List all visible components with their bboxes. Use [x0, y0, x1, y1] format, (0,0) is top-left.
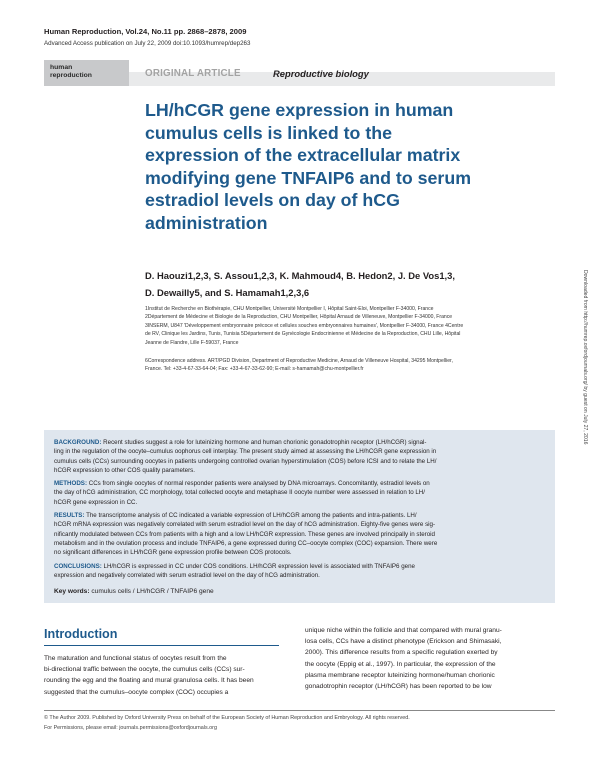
abstract-background	[54, 438, 547, 475]
body-line: plasma membrane receptor luteinizing hormone/human chorionic	[305, 671, 495, 679]
correspondence	[145, 357, 565, 374]
article-subtype: Reproductive biology	[273, 68, 369, 79]
author-line: D. Dewailly5, and S. Hamamah1,2,3,6	[145, 287, 310, 298]
conclusions-label: CONCLUSIONS:	[54, 562, 102, 570]
results-label: RESULTS:	[54, 512, 85, 520]
abstract-line: nificantly modulated between CCs from patients with a high and a low LH/hCGR expression. These genes are involved principally in steroid	[54, 530, 435, 538]
paper-title	[145, 99, 565, 234]
abstract-results	[54, 511, 547, 557]
abstract-conclusions	[54, 562, 547, 581]
body-line: the oocyte (Eppig et al., 1997). In particular, the expression of the	[305, 660, 496, 668]
copyright-footer	[44, 713, 410, 733]
footer-line: For Permissions, please email: journals.permissions@oxfordjournals.org	[44, 725, 217, 731]
logo-line-1: human	[50, 64, 73, 71]
keywords-text: cumulus cells / LH/hCGR / TNFAIP6 gene	[89, 588, 214, 595]
abstract-line: ling in the regulation of the oocyte–cumulus oophorus cell interplay. The present study aimed at assessing the LH/hCGR gene expression in	[54, 448, 437, 456]
article-type: ORIGINAL ARTICLE	[145, 68, 241, 79]
methods-label: METHODS:	[54, 480, 87, 488]
abstract-line: cumulus cells (CCs) surrounding oocytes in patients undergoing controlled ovarian hyperstimulation (COS) before ICSI and to relate the LH/	[54, 457, 437, 465]
keywords	[54, 588, 214, 595]
title-line: LH/hCGR gene expression in human	[145, 100, 454, 120]
author-list	[145, 267, 565, 301]
abstract-line: metabolism and in the ovulation process and include TNFAIP6, a gene expressed during CC–oocyte complex (COC) expansion. There were	[54, 539, 438, 547]
title-line: modifying gene TNFAIP6 and to serum	[145, 167, 472, 188]
body-line: gonadotrophin receptor (LH/hCGR) has been reported to be low	[305, 683, 492, 691]
abstract-line: no significant differences in LH/hCGR gene expression profile between COS protocols.	[54, 549, 292, 557]
section-heading-introduction: Introduction	[44, 627, 118, 641]
body-line: losa cells, CCs have a distinct phenotype (Erickson and Shimasaki,	[305, 638, 502, 646]
abstract-line: the day of hCG administration, CC morphology, total collected oocyte and metaphase II oocyte number were assessed in relation to LH/	[54, 489, 425, 497]
body-line: The maturation and functional status of oocytes result from the	[44, 655, 227, 662]
affiliation-line: de RV, Clinique les Jardins, Tunis, Tunisia 5Département de Gynécologie Endocrinienne et Médecine de la Reproduction, CHU Lille, Hôpital	[145, 331, 461, 338]
abstract-line: hCGR gene expression in CC.	[54, 498, 138, 506]
title-line: administration	[145, 212, 268, 233]
access-doi-line: Advanced Access publication on July 22, 2009 doi:10.1093/humrep/dep263	[44, 40, 251, 47]
body-line: 2000). This difference results from a specific regulation exerted by	[305, 649, 498, 657]
affiliations	[145, 305, 565, 347]
heading-rule	[44, 645, 279, 646]
abstract-box	[44, 430, 555, 603]
body-line: rounding the egg and the floating and mural granulosa cells. It has been	[44, 677, 254, 685]
journal-citation: Human Reproduction, Vol.24, No.11 pp. 2868–2878, 2009	[44, 27, 247, 36]
abstract-line: expression and negatively correlated with serum estradiol level on the day of hCG administration.	[54, 571, 320, 579]
abstract-line: Recent studies suggest a role for luteinizing hormone and human chorionic gonadotrophin receptor (LH/hCGR) signal-	[101, 439, 427, 446]
abstract-line: hCGR mRNA expression was negatively correlated with serum estradiol level on the day of hCG administration. Eighty-five genes were sig-	[54, 521, 436, 529]
affiliation-line: 2Département de Médecine et Biologie de la Reproduction, CHU Montpellier, Hôpital Arnaud de Villeneuve, Montpellier F-34000, France	[145, 314, 453, 321]
abstract-line: LH/hCGR is expressed in CC under COS conditions. LH/hCGR expression level is associated with TNFAIP6 gene	[101, 562, 415, 570]
correspondence-line: France. Tel: +33-4-67-33-64-04; Fax: +33-4-67-33-62-90; E-mail: s-hamamah@chu-montpellier.fr	[145, 366, 364, 373]
title-line: expression of the extracellular matrix	[145, 145, 461, 165]
download-note: Downloaded from http://humrep.oxfordjournals.org/ by guest on July 27, 2016	[582, 270, 588, 445]
download-watermark	[578, 270, 588, 570]
affiliation-line: Jeanne de Flandre, Lille F-59037, France	[145, 339, 239, 346]
footer-line: © The Author 2009. Published by Oxford University Press on behalf of the European Society of Human Reproduction and Embryology. All rights reserved.	[44, 715, 410, 721]
affiliation-line: 3INSERM, U847 'Développement embryonnaire précoce et cellules souches embryonnaires humaines', Montpellier F-34000, France 4Centre	[145, 322, 464, 329]
body-line: unique niche within the follicle and that compared with mural granu-	[305, 627, 502, 634]
title-line: cumulus cells is linked to the	[145, 122, 393, 143]
abstract-line: CCs from single oocytes of normal responder patients were analysed by DNA microarrays. Concomitantly, estradiol levels on	[87, 480, 430, 488]
body-column-right	[305, 625, 555, 692]
logo-line-2: reproduction	[50, 72, 92, 79]
abstract-line: The transcriptome analysis of CC indicated a variable expression of LH/hCGR among the patients and intra-patients. LH/	[84, 512, 417, 520]
body-line: bi-directional traffic between the oocyte, the cumulus cells (CCs) sur-	[44, 666, 245, 674]
affiliation-line: 1Institut de Recherche en Biothérapie, CHU Montpellier, Université Montpellier I, Hôpital Saint-Eloi, Montpellier F-34000, France	[145, 306, 434, 312]
footer-rule	[44, 710, 555, 711]
author-line: D. Haouzi1,2,3, S. Assou1,2,3, K. Mahmoud4, B. Hedon2, J. De Vos1,3,	[145, 270, 455, 281]
abstract-methods	[54, 479, 547, 507]
abstract-line: hCGR expression to other COS quality parameters.	[54, 466, 195, 474]
body-line: suggested that the cumulus–oocyte complex (COC) occupies a	[44, 688, 229, 696]
journal-logo	[44, 60, 129, 86]
title-line: estradiol levels on day of hCG	[145, 190, 400, 210]
correspondence-line: 6Correspondence address. ART/PGD Division, Department of Reproductive Medicine, Arnaud de Villeneuve Hospital, 34295 Montpellier,	[145, 358, 453, 364]
keywords-label: Key words:	[54, 588, 90, 595]
background-label: BACKGROUND:	[54, 439, 102, 446]
body-column-left	[44, 653, 279, 698]
